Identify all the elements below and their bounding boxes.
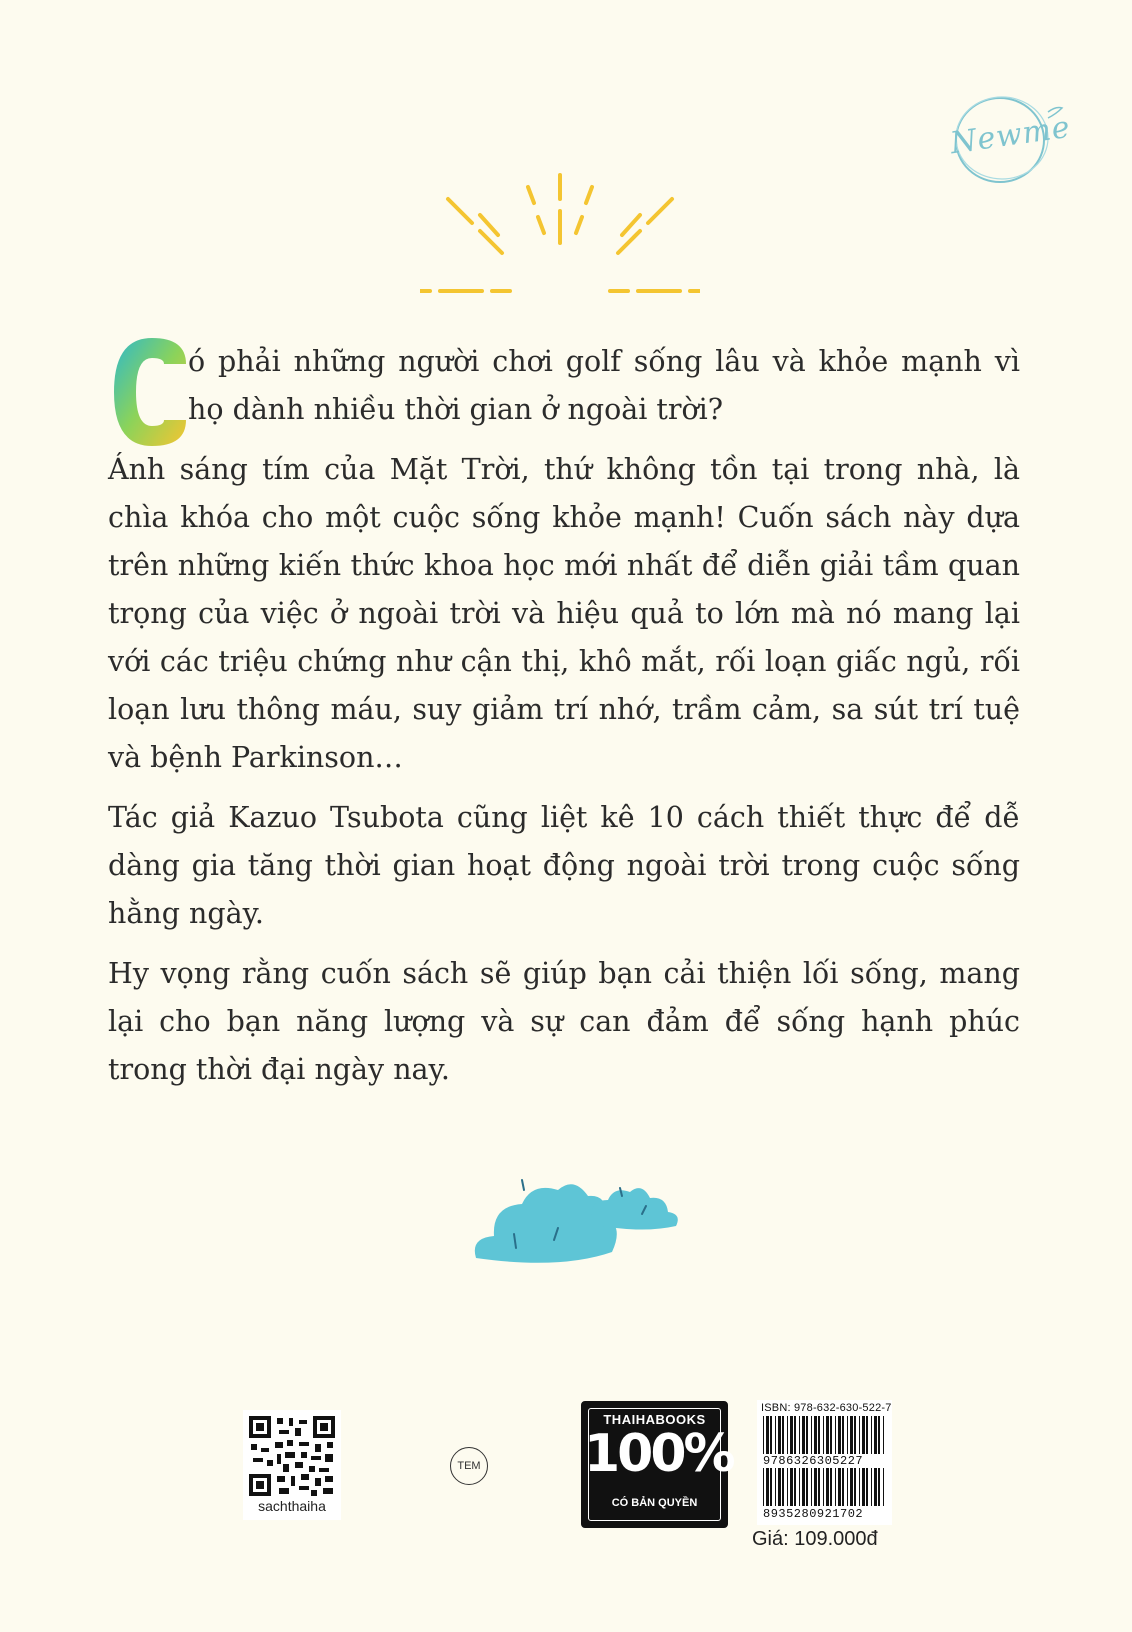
copyright-badge (581, 1401, 733, 1528)
badge-percent: 100% (584, 1424, 733, 1484)
isbn-label: ISBN: 978-632-630-522-7 (761, 1402, 892, 1414)
ean-digits: 8935280921702 (763, 1507, 864, 1521)
isbn-digits: 9786326305227 (763, 1454, 864, 1468)
back-cover-description (108, 338, 1020, 1106)
paragraph-3: Tác giả Kazuo Tsubota cũng liệt kê 10 cách thiết thực để dễ dàng gia tăng thời gian hoạt động ngoài trời trong cuộc sống hằng ngày. (108, 801, 1020, 930)
badge-subtitle: CÓ BẢN QUYỀN (611, 1497, 698, 1509)
paragraph-4: Hy vọng rằng cuốn sách sẽ giúp bạn cải thiện lối sống, mang lại cho bạn năng lượng và sự can đảm để sống hạnh phúc trong thời đại ngày nay. (108, 957, 1020, 1086)
price-label: Giá: 109.000đ (752, 1528, 878, 1550)
ean-barcode-icon (761, 1468, 888, 1506)
qr-code-icon (249, 1416, 335, 1496)
sun-rays-icon (420, 165, 700, 305)
paragraph-2: Ánh sáng tím của Mặt Trời, thứ không tồn tại trong nhà, là chìa khóa cho một cuộc sống khỏe mạnh! Cuốn sách này dựa trên những kiến thức khoa học mới nhất để diễn giải tầm quan trọng của việc ở ngoài trời và hiệu quả to lớn mà nó mang lại với các triệu chứng như cận thị, khô mắt, rối loạn giấc ngủ, rối loạn lưu thông máu, suy giảm trí nhớ, trầm cảm, sa sút trí tuệ và bệnh Parkinson… (108, 453, 1020, 774)
isbn-barcode-icon (761, 1416, 888, 1454)
barcode-block (757, 1400, 892, 1525)
cloud-icon (470, 1178, 690, 1278)
newme-logo-text: Newme (948, 109, 1073, 162)
qr-code[interactable] (243, 1410, 341, 1520)
paragraph-1: ó phải những người chơi golf sống lâu và khỏe mạnh vì họ dành nhiều thời gian ở ngoài trời? (108, 338, 1020, 434)
qr-caption: sachthaiha (258, 1498, 326, 1514)
badge-brand: THAIHABOOKS (603, 1412, 706, 1427)
dropcap-letter-c-icon (108, 334, 190, 450)
tem-stamp: TEM (450, 1447, 488, 1485)
